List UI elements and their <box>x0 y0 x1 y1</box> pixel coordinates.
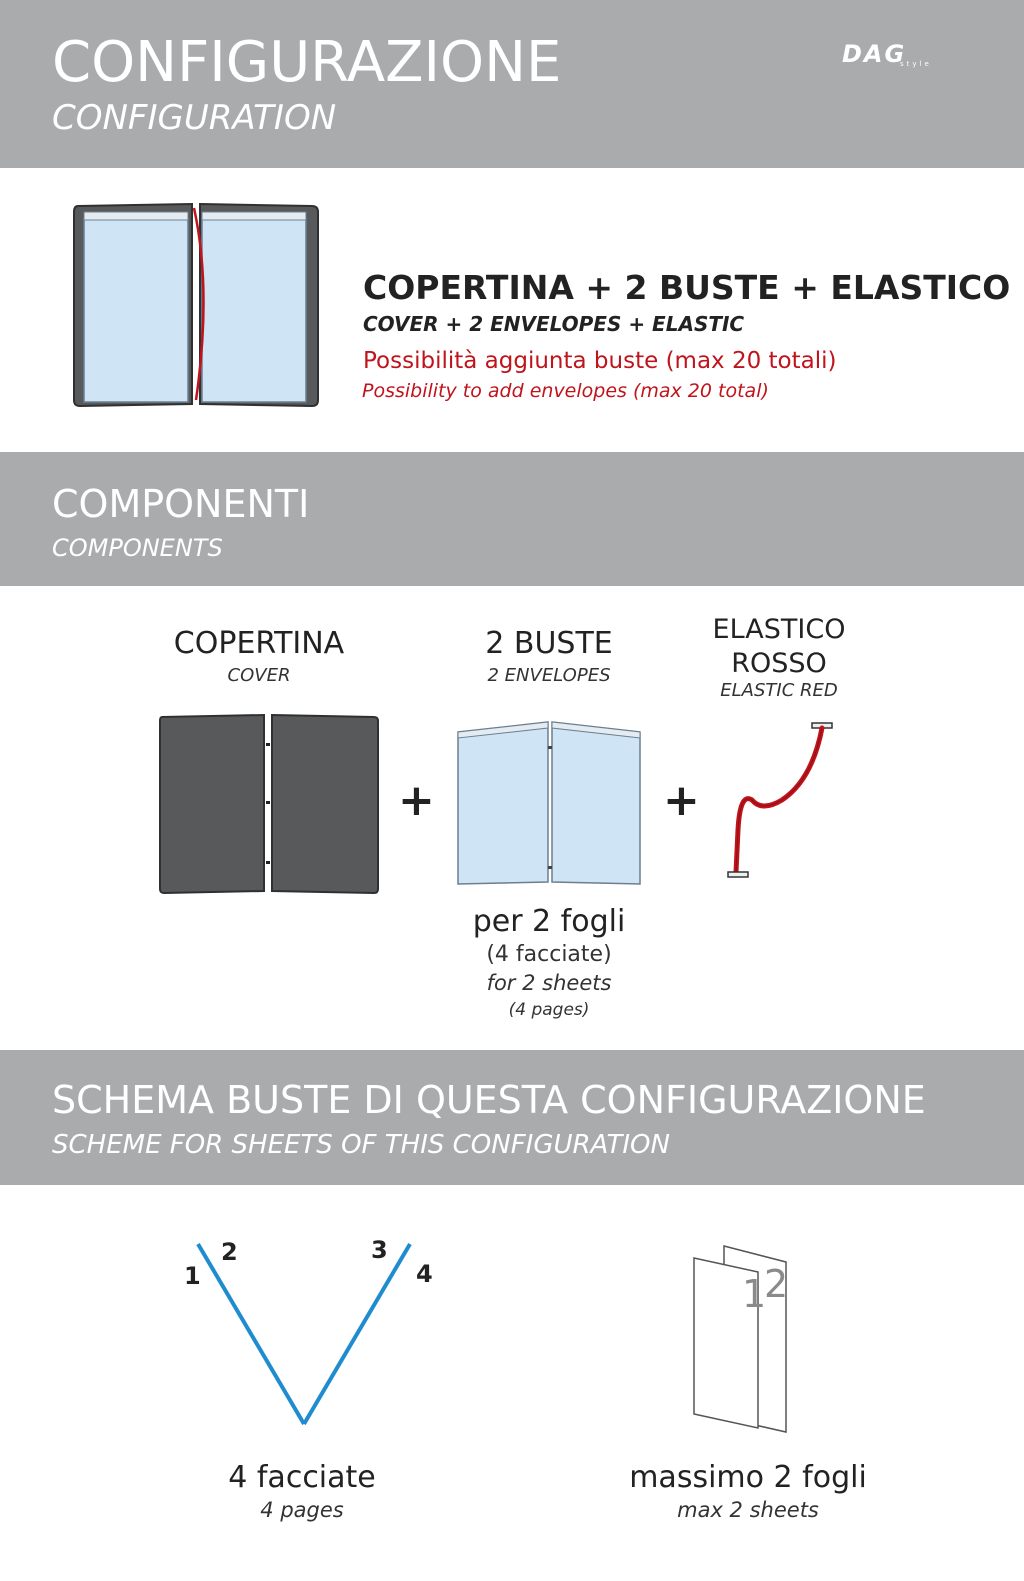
configuration-subtitle-text: COVER + 2 ENVELOPES + ELASTIC <box>363 312 745 336</box>
cover-left-panel <box>160 715 264 893</box>
page-number-2: 2 <box>221 1238 238 1266</box>
components-subtitle: COMPONENTS <box>52 534 223 562</box>
scheme-left-title: 4 facciate <box>228 1460 376 1495</box>
envelopes-illustration <box>456 716 646 888</box>
configuration-header-band <box>0 0 1024 168</box>
envelopes-note-line4: (4 pages) <box>508 1000 590 1020</box>
configuration-note: Possibilità aggiunta buste (max 20 totali) <box>363 348 837 374</box>
scheme-title: SCHEMA BUSTE DI QUESTA CONFIGURAZIONE <box>52 1078 926 1122</box>
envelopes-note-line3: for 2 sheets <box>486 971 612 995</box>
cover-right-panel <box>272 715 378 893</box>
scheme-left-subtitle: 4 pages <box>260 1498 344 1522</box>
plus-sign-1: + <box>398 775 435 826</box>
page-number-3: 3 <box>371 1236 388 1264</box>
scheme-line-right <box>304 1244 410 1424</box>
scheme-right-subtitle: max 2 sheets <box>677 1498 819 1522</box>
configuration-subtitle: CONFIGURATION <box>52 98 337 138</box>
folder-right-envelope <box>202 218 306 402</box>
scheme-line-left <box>198 1244 304 1424</box>
page-number-1: 1 <box>184 1262 201 1290</box>
plus-sign-2: + <box>663 775 700 826</box>
envelopes-title: 2 BUSTE <box>485 626 613 661</box>
configuration-note-en: Possibility to add envelopes (max 20 total) <box>362 380 769 402</box>
scheme-subtitle: SCHEME FOR SHEETS OF THIS CONFIGURATION <box>52 1130 670 1160</box>
envelope-left <box>458 722 548 884</box>
folder-left-envelope <box>84 218 188 402</box>
sheet-number-1: 1 <box>742 1272 767 1316</box>
elastic-subtitle: ELASTIC RED <box>720 680 838 701</box>
elastic-illustration <box>722 720 842 890</box>
envelope-right <box>552 722 640 884</box>
elastic-title-line1: ELASTICO <box>712 614 846 645</box>
components-header-band <box>0 452 1024 586</box>
envelopes-subtitle: 2 ENVELOPES <box>487 665 611 686</box>
dag-logo: DAG <box>842 40 907 68</box>
elastic-title-line2: ROSSO <box>731 648 827 679</box>
scheme-right-title: massimo 2 fogli <box>629 1460 867 1495</box>
components-title: COMPONENTI <box>52 482 310 526</box>
cover-subtitle: COVER <box>227 665 291 686</box>
scheme-header-band <box>0 1050 1024 1185</box>
sheet-number-2: 2 <box>764 1262 789 1306</box>
elastic-cord <box>736 728 822 872</box>
page-scheme-diagram <box>180 1236 440 1436</box>
envelopes-note-line1: per 2 fogli <box>472 904 626 939</box>
cover-title: COPERTINA <box>173 626 345 661</box>
folder-illustration <box>70 200 325 410</box>
envelopes-note-line2: (4 facciate) <box>486 942 612 967</box>
page-number-4: 4 <box>416 1260 433 1288</box>
cover-illustration <box>158 713 383 895</box>
dag-logo-sub: style <box>900 60 932 68</box>
configuration-title: CONFIGURAZIONE <box>52 30 562 95</box>
configuration-title-text: COPERTINA + 2 BUSTE + ELASTICO <box>363 268 1011 307</box>
